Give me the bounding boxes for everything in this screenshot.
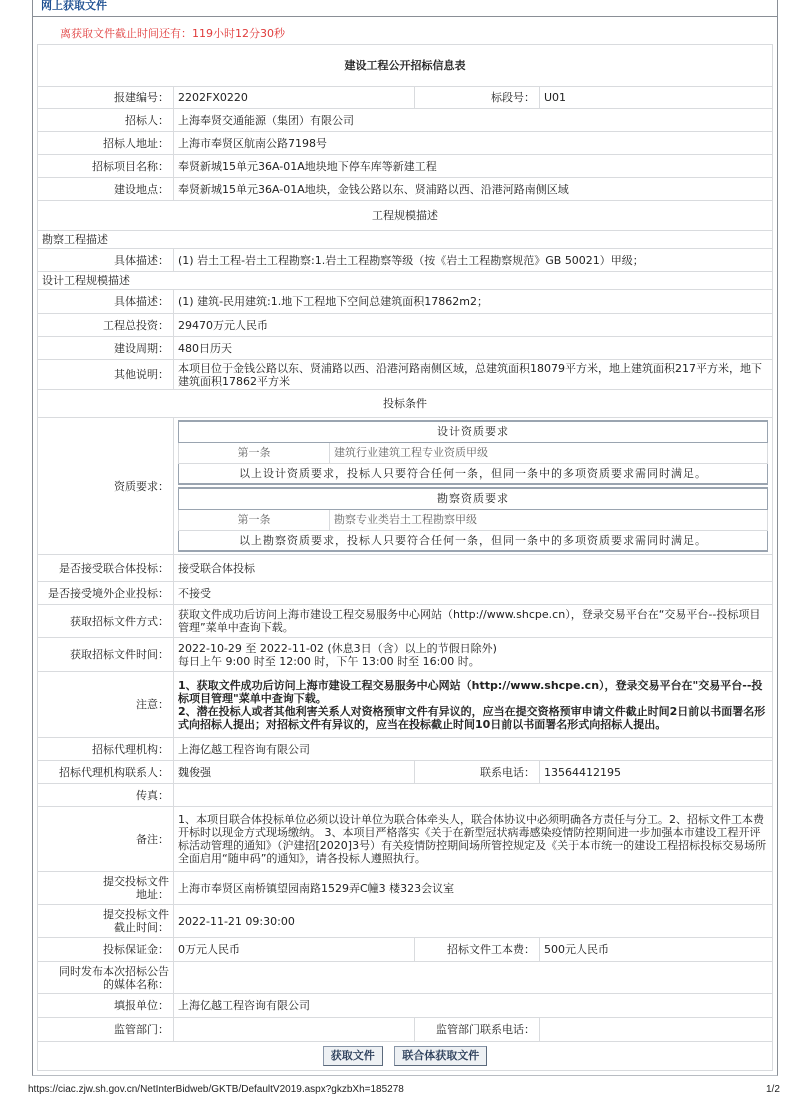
report-no-value: 2202FX0220 <box>174 87 415 109</box>
panel-title: 网上获取文件 <box>41 0 107 12</box>
investment-value: 29470万元人民币 <box>174 314 773 337</box>
period-label: 建设周期： <box>38 337 174 360</box>
media-label-line-1: 同时发布本次招标公告 <box>59 964 169 978</box>
phone-label: 联系电话： <box>415 761 540 784</box>
notice-item-1: 1、获取文件成功后访问上海市建设工程交易服务中心网站（http://www.shcpe.cn），登录交易平台在"交易平台--投标项目管理"菜单中查询下载。 <box>178 678 763 705</box>
other-value: 本项目位于金钱公路以东、贤浦路以西、沿港河路南侧区域，总建筑面积18079平方米，地上建筑面积217平方米，地下建筑面积17862平方米 <box>174 360 773 390</box>
conditions-heading: 投标条件 <box>38 390 773 418</box>
submit-address-value: 上海市奉贤区南桥镇望园南路1529弄C幢3 楼323会议室 <box>174 872 773 905</box>
row-overseas <box>38 582 773 605</box>
tenderer-label: 招标人： <box>38 109 174 132</box>
section-no-value: U01 <box>540 87 773 109</box>
notice-value <box>174 672 773 738</box>
submit-address-label <box>38 872 174 905</box>
notice-label: 注意： <box>38 672 174 738</box>
tenderer-address-value: 上海市奉贤区航南公路7198号 <box>174 132 773 155</box>
obtain-method-label: 获取招标文件方式： <box>38 605 174 638</box>
qualification-label: 资质要求： <box>38 418 174 555</box>
scale-heading: 工程规模描述 <box>38 201 773 231</box>
design-detail-label: 具体描述： <box>38 290 174 314</box>
row-media <box>38 962 773 994</box>
survey-heading: 勘察工程描述 <box>38 231 773 249</box>
design-qualification-item-no: 第一条 <box>179 442 330 463</box>
row-deadline <box>38 905 773 938</box>
phone-value: 13564412195 <box>540 761 773 784</box>
row-period <box>38 337 773 360</box>
row-agency <box>38 738 773 761</box>
survey-qualification-footnote: 以上勘察资质要求，投标人只要符合任何一条，但同一条中的多项资质要求需同时满足。 <box>179 530 768 551</box>
project-name-label: 招标项目名称： <box>38 155 174 178</box>
agency-contact-label: 招标代理机构联系人： <box>38 761 174 784</box>
design-qualification-table <box>178 420 768 485</box>
fax-label: 传真： <box>38 784 174 807</box>
supervisor-label: 监管部门： <box>38 1018 174 1042</box>
tender-info-table <box>37 44 773 1071</box>
deadline-label-line-1: 提交投标文件 <box>103 908 169 921</box>
media-label <box>38 962 174 994</box>
table-title: 建设工程公开招标信息表 <box>38 45 773 87</box>
row-tenderer-address <box>38 132 773 155</box>
fax-value <box>174 784 773 807</box>
row-design-detail <box>38 290 773 314</box>
survey-qualification-item-no: 第一条 <box>179 509 330 530</box>
row-obtain-method <box>38 605 773 638</box>
design-qualification-item: 建筑行业建筑工程专业资质甲级 <box>330 442 768 463</box>
survey-qualification-table <box>178 487 768 552</box>
row-remark <box>38 807 773 872</box>
row-filler <box>38 994 773 1018</box>
site-value: 奉贤新城15单元36A-01A地块，金钱公路以东、贤浦路以西、沿港河路南侧区域 <box>174 178 773 201</box>
remark-value: 1、本项目联合体投标单位必须以设计单位为联合体牵头人，联合体协议中必须明确各方责任与分工。2、招标文件工本费开标时以现金方式现场缴纳。 3、本项目严格落实《关于在新型冠状病毒感染疫情防控期间进一步加强本市建设工程开评标活动管理的通知》（沪建招[2020]3号）有关疫情防控期间场所管控规定及《关于本市统一的建设工程招标投标交易场所全面启用“随申码”的通知》，请各投标人遵照执行。 <box>174 807 773 872</box>
survey-qualification-heading: 勘察资质要求 <box>179 488 768 509</box>
row-survey-detail <box>38 249 773 272</box>
consortium-label: 是否接受联合体投标： <box>38 555 174 582</box>
overseas-value: 不接受 <box>174 582 773 605</box>
doc-fee-label: 招标文件工本费： <box>415 938 540 962</box>
site-label: 建设地点： <box>38 178 174 201</box>
submit-address-label-line-2: 地址： <box>136 888 169 901</box>
other-label: 其他说明： <box>38 360 174 390</box>
consortium-value: 接受联合体投标 <box>174 555 773 582</box>
panel-header <box>33 0 777 17</box>
supervisor-phone-value <box>540 1018 773 1042</box>
row-obtain-time <box>38 638 773 672</box>
deadline-label <box>38 905 174 938</box>
submit-address-label-line-1: 提交投标文件 <box>103 875 169 888</box>
button-row <box>38 1042 773 1071</box>
deposit-value: 0万元人民币 <box>174 938 415 962</box>
deadline-value: 2022-11-21 09:30:00 <box>174 905 773 938</box>
row-supervisor <box>38 1018 773 1042</box>
overseas-label: 是否接受境外企业投标： <box>38 582 174 605</box>
project-name-value: 奉贤新城15单元36A-01A地块地下停车库等新建工程 <box>174 155 773 178</box>
deadline-countdown: 离获取文件截止时间还有：119小时12分30秒 <box>60 27 285 40</box>
remark-label: 备注： <box>38 807 174 872</box>
row-site <box>38 178 773 201</box>
row-project-name <box>38 155 773 178</box>
supervisor-phone-label: 监管部门联系电话： <box>415 1018 540 1042</box>
filler-value: 上海亿越工程咨询有限公司 <box>174 994 773 1018</box>
row-investment <box>38 314 773 337</box>
survey-detail-label: 具体描述： <box>38 249 174 272</box>
report-no-label: 报建编号： <box>38 87 174 109</box>
row-qualification <box>38 418 773 555</box>
filler-label: 填报单位： <box>38 994 174 1018</box>
row-other <box>38 360 773 390</box>
survey-detail-value: (1) 岩土工程-岩土工程勘察:1.岩土工程勘察等级（按《岩土工程勘察规范》GB 50021）甲级； <box>174 249 773 272</box>
qualification-value <box>174 418 773 555</box>
investment-label: 工程总投资： <box>38 314 174 337</box>
agency-label: 招标代理机构： <box>38 738 174 761</box>
page-url: https://ciac.zjw.sh.gov.cn/NetInterBidweb/GKTB/DefaultV2019.aspx?gkzbXh=185278 <box>28 1084 404 1095</box>
notice-item-2: 2、潜在投标人或者其他利害关系人对资格预审文件有异议的，应当在提交资格预审申请文件截止时间2日前以书面署名形式向招标人提出；对招标文件有异议的，应当在投标截止时间10日前以书面署名形式向招标人提出。 <box>178 704 766 731</box>
tenderer-value: 上海奉贤交通能源（集团）有限公司 <box>174 109 773 132</box>
row-fax <box>38 784 773 807</box>
tenderer-address-label: 招标人地址： <box>38 132 174 155</box>
agency-value: 上海亿越工程咨询有限公司 <box>174 738 773 761</box>
page-number: 1/2 <box>766 1084 780 1095</box>
doc-fee-value: 500元人民币 <box>540 938 773 962</box>
row-agency-contact <box>38 761 773 784</box>
design-qualification-footnote: 以上设计资质要求，投标人只要符合任何一条，但同一条中的多项资质要求需同时满足。 <box>179 463 768 484</box>
design-detail-value: (1) 建筑-民用建筑:1.地下工程地下空间总建筑面积17862m2； <box>174 290 773 314</box>
obtain-time-line-2: 每日上午 9:00 时至 12:00 时，下午 13:00 时至 16:00 时。 <box>178 654 480 668</box>
get-file-button[interactable]: 获取文件 <box>323 1046 383 1066</box>
row-submit-address <box>38 872 773 905</box>
agency-contact-value: 魏俊强 <box>174 761 415 784</box>
supervisor-value <box>174 1018 415 1042</box>
obtain-time-label: 获取招标文件时间： <box>38 638 174 672</box>
design-heading: 设计工程规模描述 <box>38 272 773 290</box>
row-consortium <box>38 555 773 582</box>
consortium-get-file-button[interactable]: 联合体获取文件 <box>394 1046 487 1066</box>
design-qualification-heading: 设计资质要求 <box>179 421 768 442</box>
obtain-method-value: 获取文件成功后访问上海市建设工程交易服务中心网站（http://www.shcpe.cn），登录交易平台在“交易平台--投标项目管理”菜单中查询下载。 <box>174 605 773 638</box>
deadline-label-line-2: 截止时间： <box>114 921 169 934</box>
row-report-no <box>38 87 773 109</box>
obtain-time-line-1: 2022-10-29 至 2022-11-02 (休息3日（含）以上的节假日除外) <box>178 641 497 655</box>
section-no-label: 标段号： <box>415 87 540 109</box>
obtain-time-value <box>174 638 773 672</box>
row-tenderer <box>38 109 773 132</box>
row-deposit <box>38 938 773 962</box>
media-label-line-2: 的媒体名称： <box>103 977 169 991</box>
row-notice <box>38 672 773 738</box>
survey-qualification-item: 勘察专业类岩土工程勘察甲级 <box>330 509 768 530</box>
period-value: 480日历天 <box>174 337 773 360</box>
media-value <box>174 962 773 994</box>
deposit-label: 投标保证金： <box>38 938 174 962</box>
